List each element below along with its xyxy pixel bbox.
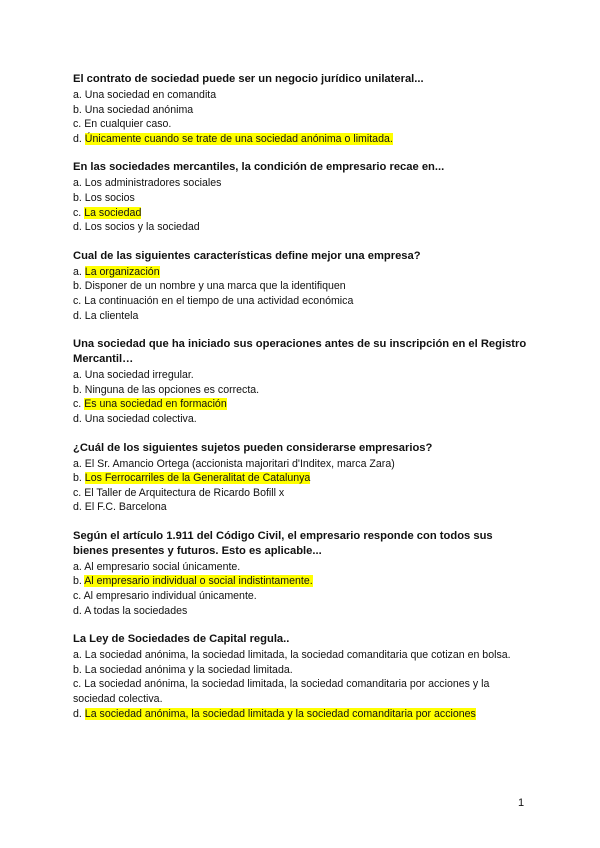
answer-option <box>73 574 528 589</box>
option-text: Una sociedad irregular. <box>84 369 194 382</box>
answer-option <box>73 279 528 294</box>
option-letter: d. <box>73 412 82 425</box>
option-text: Los socios y la sociedad <box>84 221 200 234</box>
option-text: El F.C. Barcelona <box>84 501 167 514</box>
option-text: Los administradores sociales <box>84 177 222 190</box>
option-text: Ninguna de las opciones es correcta. <box>84 383 260 396</box>
answer-option <box>73 604 528 619</box>
option-letter: a. <box>73 369 82 382</box>
option-letter: a. <box>73 649 82 662</box>
answer-option <box>73 103 528 118</box>
answer-option <box>73 176 528 191</box>
answer-option <box>73 265 528 280</box>
option-letter: b. <box>73 191 82 204</box>
answer-option <box>73 412 528 427</box>
question-text: La Ley de Sociedades de Capital regula.. <box>73 633 290 646</box>
answer-option <box>73 191 528 206</box>
answer-option <box>73 560 528 575</box>
option-letter: c. <box>73 294 82 307</box>
document-page <box>73 72 528 735</box>
answer-option <box>73 486 528 501</box>
option-letter: b. <box>73 280 82 293</box>
option-letter: d. <box>73 501 82 514</box>
option-letter: a. <box>73 457 82 470</box>
option-text: Una sociedad anónima <box>84 103 194 116</box>
question-text: En las sociedades mercantiles, la condición de empresario recae en... <box>73 161 445 174</box>
option-text: Al empresario individual únicamente. <box>83 590 257 603</box>
answer-option <box>73 294 528 309</box>
answer-option <box>73 132 528 147</box>
option-text: Los socios <box>84 191 135 204</box>
option-letter: c. <box>73 118 82 131</box>
highlighted-answer-text: Al empresario individual o social indistintamente. <box>84 575 313 588</box>
option-text: La clientela <box>84 309 139 322</box>
option-letter: b. <box>73 575 82 588</box>
highlighted-answer-text: La sociedad <box>84 206 142 219</box>
option-letter: d. <box>73 221 82 234</box>
question-block <box>73 529 528 618</box>
question-text: El contrato de sociedad puede ser un negocio jurídico unilateral... <box>73 73 424 85</box>
question-text: Una sociedad que ha iniciado sus operaciones antes de su inscripción en el Registro Mercantil… <box>73 338 527 366</box>
option-letter: b. <box>73 472 82 485</box>
option-text: La sociedad anónima y la sociedad limitada. <box>84 663 293 676</box>
option-letter: a. <box>73 89 82 101</box>
question-text: ¿Cuál de los siguientes sujetos pueden considerarse empresarios? <box>73 441 433 454</box>
question-text: Según el artículo 1.911 del Código Civil, el empresario responde con todos sus bienes presentes y futuros. Esto es aplicable... <box>73 529 493 557</box>
answer-option <box>73 500 528 515</box>
page-number: 1 <box>518 797 525 809</box>
option-text: Una sociedad colectiva. <box>84 412 197 425</box>
answer-option <box>73 589 528 604</box>
highlighted-answer-text: Los Ferrocarriles de la Generalitat de Catalunya <box>84 472 311 485</box>
option-text: En cualquier caso. <box>84 118 172 131</box>
option-letter: d. <box>73 309 82 322</box>
answer-option <box>73 206 528 221</box>
answer-option <box>73 707 528 722</box>
option-letter: d. <box>73 604 82 617</box>
option-letter: a. <box>73 177 82 190</box>
highlighted-answer-text: La organización <box>84 265 160 278</box>
option-letter: c. <box>73 678 82 691</box>
option-text: Al empresario social únicamente. <box>84 560 241 573</box>
answer-option <box>73 471 528 486</box>
answer-option <box>73 220 528 235</box>
question-block <box>73 337 528 426</box>
question-block <box>73 632 528 721</box>
option-letter: c. <box>73 590 82 603</box>
highlighted-answer-text: Únicamente cuando se trate de una sociedad anónima o limitada. <box>84 132 393 145</box>
option-letter: b. <box>73 103 82 116</box>
option-text: Una sociedad en comandita <box>84 89 217 101</box>
answer-option <box>73 457 528 472</box>
option-letter: a. <box>73 560 82 573</box>
option-text: La sociedad anónima, la sociedad limitada, la sociedad comanditaria que cotizan en bolsa. <box>84 649 511 662</box>
highlighted-answer-text: Es una sociedad en formación <box>84 398 227 411</box>
answer-option <box>73 648 528 663</box>
option-text: A todas la sociedades <box>84 604 188 617</box>
question-block <box>73 160 528 234</box>
option-letter: a. <box>73 265 82 278</box>
answer-option <box>73 117 528 132</box>
highlighted-answer-text: La sociedad anónima, la sociedad limitada y la sociedad comanditaria por acciones <box>84 707 476 720</box>
answer-option <box>73 677 528 706</box>
option-letter: d. <box>73 707 82 720</box>
option-text: La sociedad anónima, la sociedad limitada, la sociedad comanditaria por acciones y la sociedad colectiva. <box>73 678 490 706</box>
option-letter: b. <box>73 663 82 676</box>
answer-option <box>73 88 528 103</box>
answer-option <box>73 309 528 324</box>
option-text: La continuación en el tiempo de una actividad económica <box>84 294 354 307</box>
answer-option <box>73 383 528 398</box>
option-letter: c. <box>73 206 82 219</box>
option-text: El Taller de Arquitectura de Ricardo Bofill x <box>84 486 285 499</box>
answer-option <box>73 663 528 678</box>
option-text: Disponer de un nombre y una marca que la identifiquen <box>84 280 346 293</box>
option-letter: b. <box>73 383 82 396</box>
question-block <box>73 72 528 146</box>
question-text: Cual de las siguientes características define mejor una empresa? <box>73 249 421 262</box>
option-text: El Sr. Amancio Ortega (accionista majoritari d'Inditex, marca Zara) <box>84 457 395 470</box>
question-block <box>73 249 528 323</box>
option-letter: d. <box>73 132 82 145</box>
answer-option <box>73 368 528 383</box>
answer-option <box>73 397 528 412</box>
option-letter: c. <box>73 486 82 499</box>
option-letter: c. <box>73 398 82 411</box>
question-block <box>73 441 528 515</box>
